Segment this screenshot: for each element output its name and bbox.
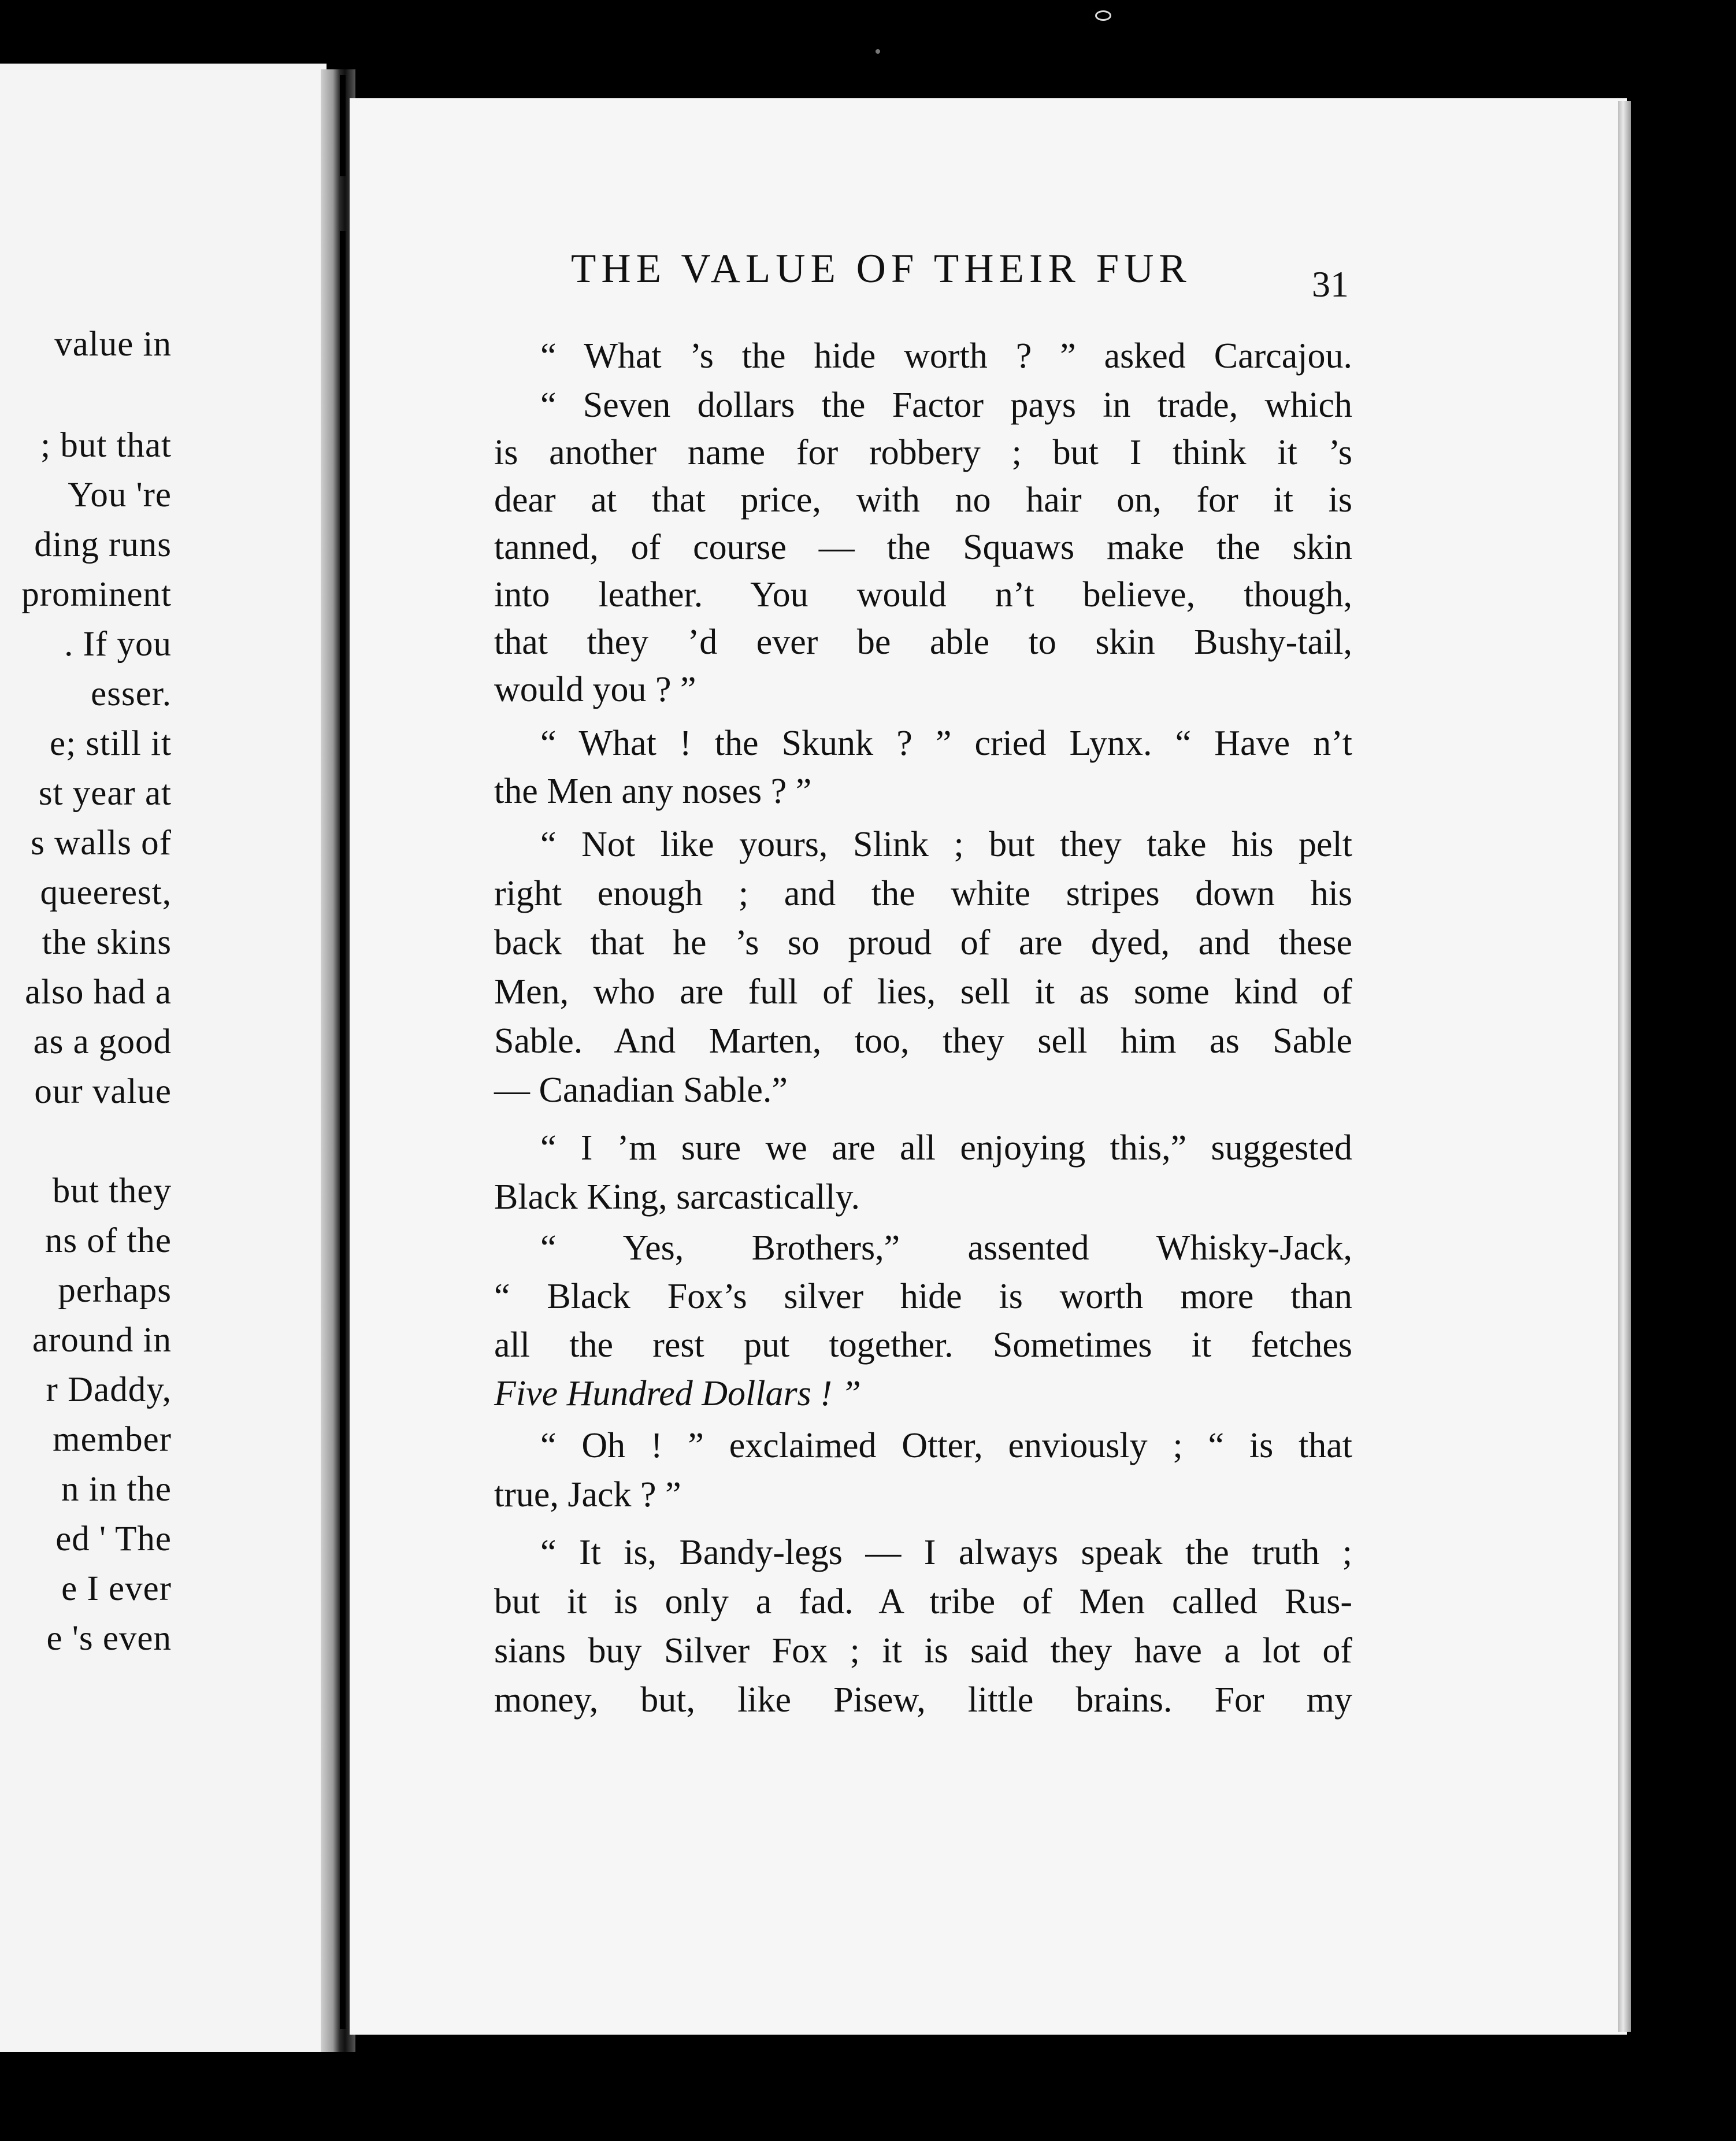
text-line: dear at that price, with no hair on, for it is xyxy=(494,480,1352,520)
left-line: st year at xyxy=(38,774,172,813)
left-line: around in xyxy=(32,1321,172,1360)
text-line: tanned, of course — the Squaws make the skin xyxy=(494,528,1352,567)
left-line: . If you xyxy=(64,625,172,664)
text-line: back that he ’s so proud of are dyed, and these xyxy=(494,923,1352,962)
left-line: n in the xyxy=(61,1470,172,1509)
left-line: as a good xyxy=(33,1023,172,1061)
text-line: is another name for robbery ; but I think it ’s xyxy=(494,433,1352,472)
text-line: “ Oh ! ” exclaimed Otter, enviously ; “ is that xyxy=(540,1426,1352,1465)
left-line: ns of the xyxy=(44,1221,172,1260)
left-line: e 's even xyxy=(46,1619,172,1658)
left-line: ; but that xyxy=(40,426,172,465)
left-line: value in xyxy=(54,325,172,364)
text-line: true, Jack ? ” xyxy=(494,1475,681,1514)
left-line: but they xyxy=(52,1172,172,1210)
text-line: Sable. And Marten, too, they sell him as Sable xyxy=(494,1021,1352,1061)
page-edge xyxy=(1618,101,1631,2032)
text-line: “ I ’m sure we are all enjoying this,” suggested xyxy=(540,1128,1352,1168)
running-head: THE VALUE OF THEIR FUR xyxy=(571,246,1192,291)
text-line: that they ’d ever be able to skin Bushy-tail, xyxy=(494,623,1352,662)
gutter-shadow xyxy=(340,75,346,176)
left-line: also had a xyxy=(25,973,172,1012)
text-line: sians buy Silver Fox ; it is said they have a lot of xyxy=(494,1631,1352,1670)
left-line: the skins xyxy=(42,923,172,962)
text-line: money, but, like Pisew, little brains. For my xyxy=(494,1680,1352,1720)
text-line: “ What ’s the hide worth ? ” asked Carcajou. xyxy=(540,336,1352,376)
page-number: 31 xyxy=(1312,264,1349,305)
left-line: You 're xyxy=(68,476,172,514)
gutter-shadow xyxy=(340,231,346,2029)
text-line: “ Not like yours, Slink ; but they take his pelt xyxy=(540,825,1352,864)
text-line: “ What ! the Skunk ? ” cried Lynx. “ Have n’t xyxy=(540,724,1352,763)
text-line: all the rest put together. Sometimes it fetches xyxy=(494,1325,1352,1365)
left-line: our value xyxy=(34,1072,172,1111)
left-line: s walls of xyxy=(31,824,172,862)
left-line: esser. xyxy=(91,675,172,713)
left-line: member xyxy=(53,1420,172,1459)
text-line: “ It is, Bandy-legs — I always speak the truth ; xyxy=(540,1533,1352,1572)
text-line: but it is only a fad. A tribe of Men called Rus- xyxy=(494,1582,1352,1621)
text-line: would you ? ” xyxy=(494,670,696,709)
text-line: — Canadian Sable.” xyxy=(494,1070,788,1110)
left-line: perhaps xyxy=(58,1271,172,1310)
text-line: “ Black Fox’s silver hide is worth more than xyxy=(494,1277,1352,1316)
left-line: queerest, xyxy=(40,873,172,912)
left-line: ed ' The xyxy=(55,1520,172,1558)
text-line: “ Yes, Brothers,” assented Whisky-Jack, xyxy=(540,1228,1352,1268)
text-line: Men, who are full of lies, sell it as some kind of xyxy=(494,972,1352,1012)
text-line: Black King, sarcastically. xyxy=(494,1177,860,1217)
text-line: right enough ; and the white stripes down his xyxy=(494,874,1352,913)
text-line: “ Seven dollars the Factor pays in trade, which xyxy=(540,386,1352,425)
left-line: e; still it xyxy=(50,724,172,763)
left-line: r Daddy, xyxy=(46,1370,172,1409)
text-line-italic: Five Hundred Dollars ! ” xyxy=(494,1374,861,1413)
left-page xyxy=(0,64,327,2052)
scan-speck xyxy=(876,49,880,54)
left-line: e I ever xyxy=(61,1569,172,1608)
scan-speck xyxy=(1095,10,1111,21)
left-line: ding runs xyxy=(34,525,172,564)
text-line: into leather. You would n’t believe, though, xyxy=(494,575,1352,614)
text-line: the Men any noses ? ” xyxy=(494,772,812,811)
left-line: prominent xyxy=(21,575,172,614)
